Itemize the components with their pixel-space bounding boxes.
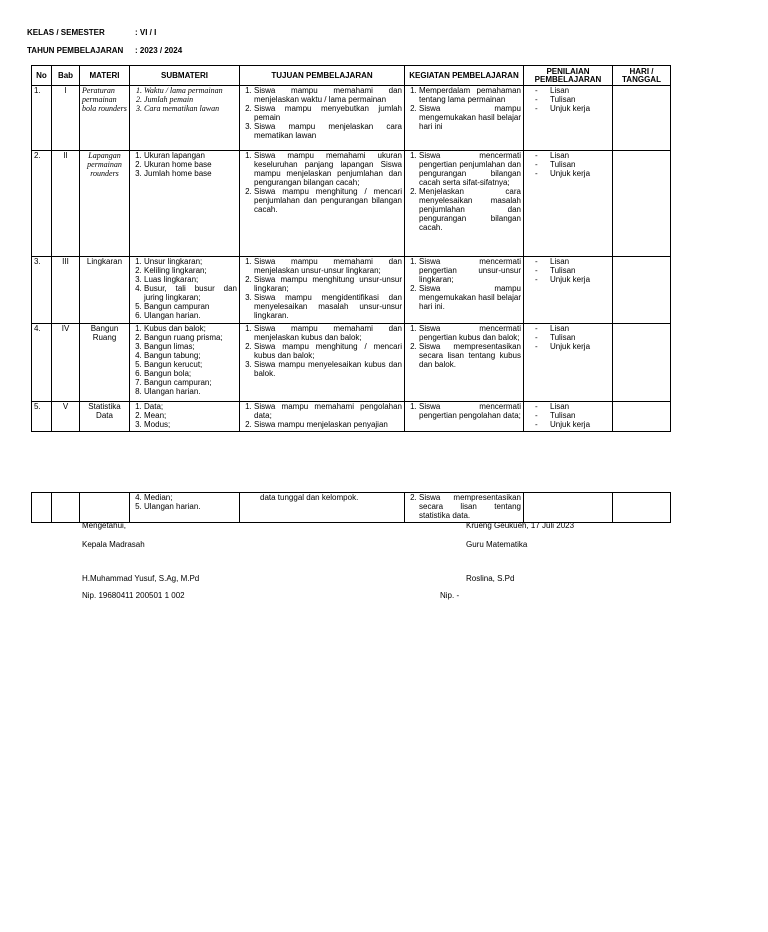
col-kegiatan-header: KEGIATAN PEMBELAJARAN <box>405 66 524 86</box>
kegiatan-item: 1. Memperdalam pemahaman tentang lama permainan <box>419 86 521 104</box>
school-year-value: : 2023 / 2024 <box>135 46 183 55</box>
tujuan-item: 1. Siswa mampu memahami dan menjelaskan waktu / lama permainan <box>254 86 402 104</box>
submateri-item: 5. Bangun kerucut; <box>144 360 237 369</box>
submateri-item: 8. Ulangan harian. <box>144 387 237 396</box>
submateri-item: 1. Ukuran lapangan <box>144 151 237 160</box>
row-submateri <box>130 86 240 151</box>
row-tanggal <box>613 257 671 324</box>
row-bab <box>52 493 80 523</box>
row-no: 2. <box>32 151 52 257</box>
row-kegiatan <box>405 86 524 151</box>
row-kegiatan <box>405 151 524 257</box>
row-tanggal <box>613 151 671 257</box>
submateri-item: 3. Jumlah home base <box>144 169 237 178</box>
continuation-table <box>31 492 671 523</box>
col-no-header: No <box>32 66 52 86</box>
class-semester-line <box>27 28 157 37</box>
tujuan-item: 3. Siswa mampu mengidentifikasi dan menyelesaikan masalah unsur-unsur lingkaran. <box>254 293 402 320</box>
submateri-item: 7. Bangun campuran; <box>144 378 237 387</box>
kegiatan-item: 1. Siswa mencermati pengertian pengolahan data; <box>419 402 521 420</box>
principal-name: H.Muhammad Yusuf, S.Ag, M.Pd <box>82 574 200 583</box>
tujuan-item: 3. Siswa mampu menjelaskan cara mematikan lawan <box>254 122 402 140</box>
row-penilaian <box>524 257 613 324</box>
tujuan-item: 3. Siswa mampu menyelesaikan kubus dan balok. <box>254 360 402 378</box>
class-semester-value: : VI / I <box>135 28 157 37</box>
class-semester-label: KELAS / SEMESTER <box>27 28 105 37</box>
table-row <box>32 257 671 324</box>
row-tujuan <box>240 257 405 324</box>
submateri-item: 5. Bangun campuran <box>144 302 237 311</box>
row-materi: Statistika Data <box>80 402 130 432</box>
tujuan-item: 1. Siswa mampu memahami ukuran keseluruhan panjang lapangan Siswa mampu menjelaskan penjumlahan dan pengurangan bilangan cacah; <box>254 151 402 187</box>
submateri-item: 4. Busur, tali busur dan juring lingkaran; <box>144 284 237 302</box>
row-penilaian <box>524 402 613 432</box>
row-penilaian <box>524 151 613 257</box>
penilaian-item: - Lisan <box>550 151 610 160</box>
submateri-item: 4. Median; <box>144 493 237 502</box>
row-materi: Lingkaran <box>80 257 130 324</box>
submateri-item: 1. Waktu / lama permainan <box>144 86 237 95</box>
col-submateri-header: SUBMATERI <box>130 66 240 86</box>
kegiatan-item: 2. Siswa mampu mengemukakan hasil belajar hari ini. <box>419 284 521 311</box>
penilaian-item: - Lisan <box>550 402 610 411</box>
submateri-item: 3. Modus; <box>144 420 237 429</box>
submateri-item: 2. Jumlah pemain <box>144 95 237 104</box>
tujuan-continued-text: data tunggal dan kelompok. <box>260 493 359 502</box>
penilaian-item: - Unjuk kerja <box>550 420 610 429</box>
submateri-item: 3. Cara mematikan lawan <box>144 104 237 113</box>
submateri-item: 6. Ulangan harian. <box>144 311 237 320</box>
col-tujuan-header: TUJUAN PEMBELAJARAN <box>240 66 405 86</box>
row-no: 3. <box>32 257 52 324</box>
row-materi: Peraturan permainan bola rounders <box>80 86 130 151</box>
penilaian-item: - Tulisan <box>550 160 610 169</box>
row-materi: Bangun Ruang <box>80 324 130 402</box>
table-row <box>32 402 671 432</box>
row-no: 5. <box>32 402 52 432</box>
row-tujuan <box>240 151 405 257</box>
row-bab: V <box>52 402 80 432</box>
kegiatan-item: 1. Siswa mencermati pengertian penjumlahan dan pengurangan bilangan cacah serta sifat-sifatnya; <box>419 151 521 187</box>
row-no: 1. <box>32 86 52 151</box>
row-tanggal <box>613 402 671 432</box>
acknowledged-label: Mengetahui, <box>82 521 127 530</box>
tujuan-item: 2. Siswa mampu menyebutkan jumlah pemain <box>254 104 402 122</box>
row-tujuan <box>240 402 405 432</box>
tujuan-item: 1. Siswa mampu memahami dan menjelaskan kubus dan balok; <box>254 324 402 342</box>
row-bab: II <box>52 151 80 257</box>
teacher-name: Roslina, S.Pd <box>466 574 515 583</box>
tujuan-item: 2. Siswa mampu menghitung / mencari kubus dan balok; <box>254 342 402 360</box>
submateri-item: 3. Bangun limas; <box>144 342 237 351</box>
col-penilaian-header: PENILAIAN PEMBELAJARAN <box>524 66 613 86</box>
kegiatan-item: 2. Menjelaskan cara menyelesaikan masalah penjumlahan dan pengurangan bilangan cacah. <box>419 187 521 232</box>
penilaian-item: - Tulisan <box>550 411 610 420</box>
table-header-row <box>32 66 671 86</box>
row-submateri <box>130 493 240 523</box>
school-year-label: TAHUN PEMBELAJARAN <box>27 46 124 55</box>
row-tujuan <box>240 493 405 523</box>
row-no <box>32 493 52 523</box>
kegiatan-item: 1. Siswa mencermati pengertian kubus dan balok; <box>419 324 521 342</box>
submateri-item: 6. Bangun bola; <box>144 369 237 378</box>
tujuan-item: 2. Siswa mampu menghitung unsur-unsur lingkaran; <box>254 275 402 293</box>
row-submateri <box>130 257 240 324</box>
principal-role: Kepala Madrasah <box>82 540 145 549</box>
col-bab-header: Bab <box>52 66 80 86</box>
penilaian-item: - Unjuk kerja <box>550 169 610 178</box>
place-date: Krueng Geukueh, 17 Juli 2023 <box>466 521 575 530</box>
table-row <box>32 493 671 523</box>
row-materi: Lapangan permainan rounders <box>80 151 130 257</box>
row-tujuan <box>240 86 405 151</box>
row-bab: III <box>52 257 80 324</box>
penilaian-item: - Unjuk kerja <box>550 104 610 113</box>
row-tanggal <box>613 86 671 151</box>
row-submateri <box>130 324 240 402</box>
row-penilaian <box>524 86 613 151</box>
tujuan-item: 1. Siswa mampu memahami pengolahan data; <box>254 402 402 420</box>
kegiatan-item: 2. Siswa mempresentasikan secara lisan tentang statistika data. <box>419 493 521 520</box>
submateri-item: 5. Ulangan harian. <box>144 502 237 511</box>
row-bab: IV <box>52 324 80 402</box>
table-row <box>32 324 671 402</box>
row-tujuan <box>240 324 405 402</box>
kegiatan-item: 2. Siswa mampu mengemukakan hasil belajar hari ini <box>419 104 521 131</box>
penilaian-item: - Unjuk kerja <box>550 342 610 351</box>
submateri-item: 2. Ukuran home base <box>144 160 237 169</box>
principal-nip: Nip. 19680411 200501 1 002 <box>82 591 185 600</box>
col-materi-header: MATERI <box>80 66 130 86</box>
tujuan-item: 1. Siswa mampu memahami dan menjelaskan unsur-unsur lingkaran; <box>254 257 402 275</box>
penilaian-item: - Lisan <box>550 324 610 333</box>
lesson-plan-table <box>31 65 671 432</box>
submateri-item: 2. Mean; <box>144 411 237 420</box>
submateri-item: 3. Luas lingkaran; <box>144 275 237 284</box>
penilaian-item: - Unjuk kerja <box>550 275 610 284</box>
school-year-line <box>27 46 183 55</box>
row-penilaian <box>524 493 613 523</box>
submateri-item: 2. Bangun ruang prisma; <box>144 333 237 342</box>
table-row <box>32 151 671 257</box>
row-submateri <box>130 402 240 432</box>
row-submateri <box>130 151 240 257</box>
submateri-item: 2. Keliling lingkaran; <box>144 266 237 275</box>
row-no: 4. <box>32 324 52 402</box>
penilaian-item: - Tulisan <box>550 333 610 342</box>
submateri-item: 1. Unsur lingkaran; <box>144 257 237 266</box>
row-kegiatan <box>405 402 524 432</box>
col-tanggal-header: HARI / TANGGAL <box>613 66 671 86</box>
row-materi <box>80 493 130 523</box>
kegiatan-item: 2. Siswa mempresentasikan secara lisan tentang kubus dan balok. <box>419 342 521 369</box>
penilaian-item: - Lisan <box>550 257 610 266</box>
teacher-nip: Nip. - <box>440 591 460 600</box>
row-kegiatan <box>405 324 524 402</box>
table-row <box>32 86 671 151</box>
row-tanggal <box>613 493 671 523</box>
kegiatan-item: 1. Siswa mencermati pengertian unsur-unsur lingkaran; <box>419 257 521 284</box>
penilaian-item: - Lisan <box>550 86 610 95</box>
submateri-item: 1. Kubus dan balok; <box>144 324 237 333</box>
tujuan-item: 2. Siswa mampu menghitung / mencari penjumlahan dan pengurangan bilangan cacah. <box>254 187 402 214</box>
teacher-role: Guru Matematika <box>466 540 528 549</box>
penilaian-item: - Tulisan <box>550 95 610 104</box>
row-bab: I <box>52 86 80 151</box>
submateri-item: 1. Data; <box>144 402 237 411</box>
penilaian-item: - Tulisan <box>550 266 610 275</box>
row-tanggal <box>613 324 671 402</box>
tujuan-item: 2. Siswa mampu menjelaskan penyajian <box>254 420 402 429</box>
row-kegiatan <box>405 257 524 324</box>
row-penilaian <box>524 324 613 402</box>
row-kegiatan <box>405 493 524 523</box>
submateri-item: 4. Bangun tabung; <box>144 351 237 360</box>
